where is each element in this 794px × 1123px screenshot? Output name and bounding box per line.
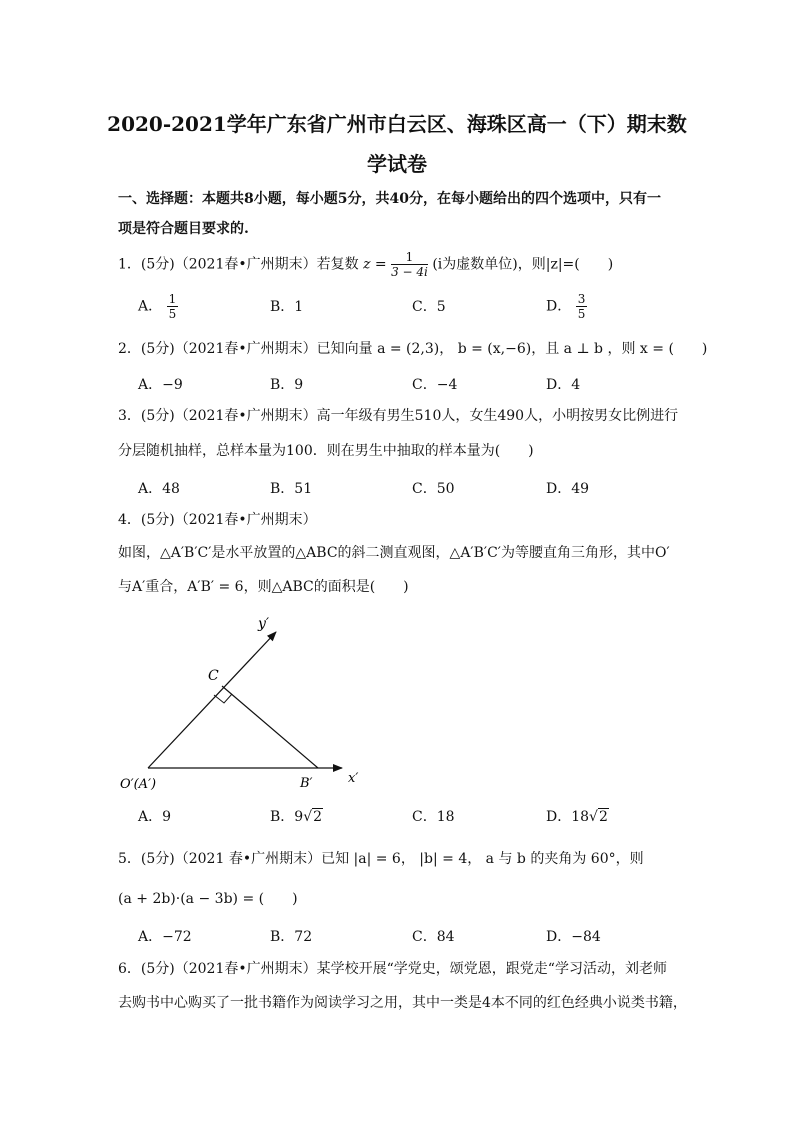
- exam-title-line2: 学试卷: [367, 152, 427, 176]
- q4-option-c: C．18: [412, 809, 455, 825]
- q4-option-d: D．18√2: [546, 809, 608, 825]
- q1-option-a-den: 5: [168, 307, 177, 321]
- q1-frac-den: 3 − 4i: [391, 265, 428, 279]
- q1-suffix: (i为虚数单位)，则|z|=( ): [432, 256, 614, 273]
- label-c: C: [208, 668, 219, 684]
- question-4-line2: 如图，△A′B′C′是水平放置的△ABC的斜二测直观图，△A′B′C′为等腰直角三角形，其中O′: [118, 545, 670, 561]
- q1-option-c: C．5: [412, 299, 446, 315]
- q4-option-b-prefix: B．9: [270, 809, 304, 825]
- question-3-line2: 分层随机抽样，总样本量为100．则在男生中抽取的样本量为( ): [118, 443, 534, 459]
- label-b: B′: [300, 776, 313, 791]
- q1-option-b: B．1: [270, 299, 304, 315]
- label-y: y′: [258, 616, 270, 632]
- q2-option-a: A．−9: [138, 377, 183, 393]
- q5-option-a: A．−72: [138, 929, 192, 945]
- q2-option-b: B．9: [270, 377, 304, 393]
- section-header-line1: 一、选择题：本题共8小题，每小题5分，共40分，在每小题给出的四个选项中，只有一: [118, 191, 661, 207]
- q4-option-a: A．9: [138, 809, 172, 825]
- q1-option-d-num: 3: [577, 292, 586, 306]
- q1-option-d-den: 5: [577, 307, 586, 321]
- question-3-line1: 3．(5分)（2021春•广州期末）高一年级有男生510人，女生490人，小明按男女比例进行: [118, 408, 679, 424]
- q1-frac-num: 1: [391, 250, 428, 265]
- question-2: 2．(5分)（2021春•广州期末）已知向量 a = (2,3)， b = (x,−6)，且 a ⊥ b ，则 x = ( ): [118, 341, 708, 357]
- q4-option-b: B．9√2: [270, 809, 323, 825]
- question-5-line1: 5．(5分)（2021 春•广州期末）已知 |a| = 6， |b| = 4， a 与 b 的夹角为 60°，则: [118, 851, 644, 867]
- segment-cb: [222, 686, 318, 768]
- question-5-line2: (a + 2b)·(a − 3b) = ( ): [118, 891, 298, 907]
- q3-option-d: D．49: [546, 481, 590, 497]
- label-x: x′: [348, 771, 359, 786]
- q3-option-b: B．51: [270, 481, 313, 497]
- q1-option-a-num: 1: [168, 292, 177, 306]
- q3-option-a: A．48: [138, 481, 180, 497]
- q1-z-eq: z =: [363, 256, 387, 273]
- section-header-line2: 项是符合题目要求的.: [118, 221, 249, 237]
- question-6-line1: 6．(5分)（2021春•广州期末）某学校开展“学党史，颂党恩，跟党走“学习活动，刘老师: [118, 961, 667, 977]
- q1-option-a-label: A．: [138, 298, 163, 315]
- y-axis: [148, 632, 276, 768]
- q2-option-d: D．4: [546, 377, 581, 393]
- question-6-line2: 去购书中心购买了一批书籍作为阅读学习之用，其中一类是4本不同的红色经典小说类书籍，: [118, 995, 687, 1011]
- q5-option-b: B．72: [270, 929, 313, 945]
- q1-option-d-label: D．: [546, 298, 572, 315]
- label-o: O′(A′): [120, 777, 157, 792]
- q4-option-b-radicand: 2: [313, 809, 323, 825]
- q3-option-c: C．50: [412, 481, 455, 497]
- q2-option-c: C．−4: [412, 377, 458, 393]
- q4-option-d-radicand: 2: [598, 809, 608, 825]
- exam-title-line1: 2020-2021学年广东省广州市白云区、海珠区高一（下）期末数: [107, 112, 687, 136]
- question-4-line3: 与A′重合，A′B′ = 6，则△ABC的面积是( ): [118, 579, 409, 595]
- q1-prefix: 1．(5分)（2021春•广州期末）若复数: [118, 256, 359, 273]
- q5-option-d: D．−84: [546, 929, 601, 945]
- q5-option-c: C．84: [412, 929, 455, 945]
- question-4-line1: 4．(5分)（2021春•广州期末）: [118, 512, 317, 528]
- q4-option-d-prefix: D．18: [546, 809, 590, 825]
